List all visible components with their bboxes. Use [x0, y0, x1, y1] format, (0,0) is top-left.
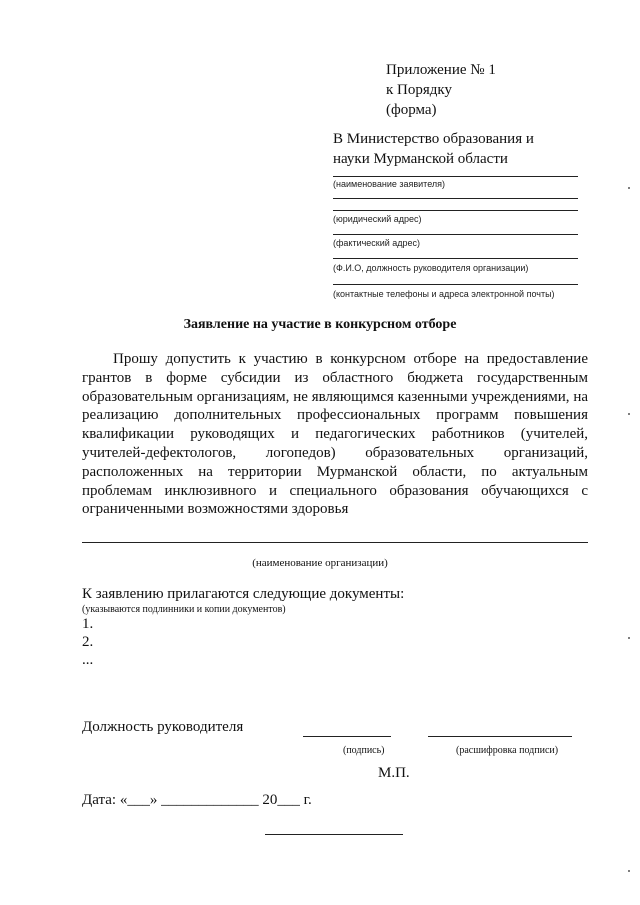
- position-label: Должность руководителя: [82, 719, 244, 735]
- contacts-caption: (контактные телефоны и адреса электронной почты): [333, 289, 555, 299]
- recipient-line-2: науки Мурманской области: [333, 151, 508, 167]
- application-body: Прошу допустить к участию в конкурсном отборе на предоставление грантов в форме субсидии из областного бюджета государственным образовательным организациям, не являющимся казенными учреждениями, на реализацию дополнительных профессиональных программ повышения квалификации руководящих и педагогических работников (учителей, учителей-дефектологов, логопедов) образовательных организаций, расположенных на территории Мурманской области, по актуальным проблемам инклюзивного и специального образования обучающихся с ограниченными возможностями здоровья: [82, 351, 588, 518]
- scan-speck: [628, 870, 630, 872]
- recipient-line-1: В Министерство образования и: [333, 131, 534, 147]
- documents-subheading: (указываются подлинники и копии документов): [82, 604, 286, 615]
- decoding-caption: (расшифровка подписи): [456, 745, 559, 756]
- documents-item-2: 2.: [82, 634, 94, 650]
- date-line: Дата: «___» _____________ 20___ г.: [82, 792, 312, 808]
- appendix-number: Приложение № 1: [386, 62, 496, 78]
- head-caption: (Ф.И.О, должность руководителя организации): [333, 263, 529, 273]
- appendix-order: к Порядку: [386, 82, 452, 98]
- applicant-extra-line-2: [333, 210, 578, 211]
- stamp-placeholder: М.П.: [378, 765, 410, 781]
- contacts-line: [333, 284, 578, 285]
- head-line: [333, 258, 578, 259]
- legal-address-caption: (юридический адрес): [333, 214, 422, 224]
- organization-name-line: [82, 542, 588, 543]
- recipient-block: [333, 129, 534, 169]
- scan-speck: [628, 637, 630, 639]
- documents-item-1: 1.: [82, 616, 94, 632]
- documents-item-more: ...: [82, 652, 94, 668]
- actual-address-caption: (фактический адрес): [333, 238, 421, 248]
- applicant-name-line: [333, 176, 578, 177]
- appendix-block: [386, 60, 496, 120]
- documents-heading: К заявлению прилагаются следующие документы:: [82, 586, 405, 602]
- scan-speck: [628, 187, 630, 189]
- actual-address-line: [333, 234, 578, 235]
- document-title: Заявление на участие в конкурсном отборе: [183, 317, 457, 332]
- bottom-line: [265, 834, 403, 835]
- scan-speck: [628, 413, 630, 415]
- signature-caption: (подпись): [343, 745, 385, 756]
- decoding-line: [428, 736, 572, 737]
- applicant-extra-line-1: [333, 198, 578, 199]
- appendix-form: (форма): [386, 102, 437, 118]
- organization-caption: (наименование организации): [252, 557, 388, 569]
- applicant-name-caption: (наименование заявителя): [333, 179, 446, 189]
- signature-line: [303, 736, 391, 737]
